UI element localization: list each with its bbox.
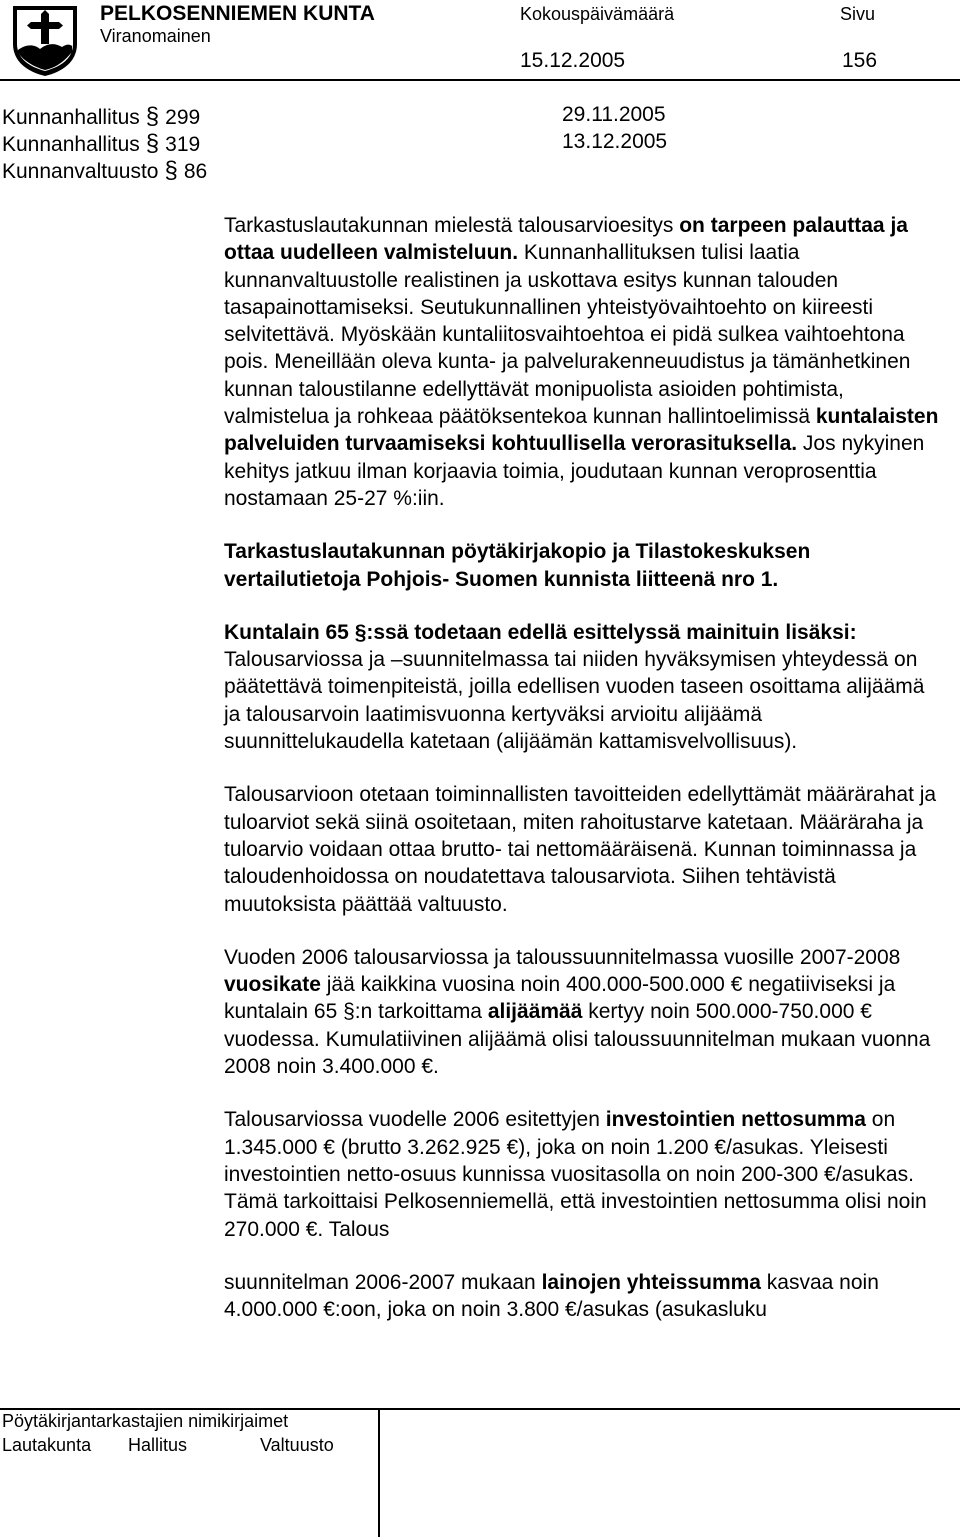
meeting-date: 15.12.2005: [520, 49, 626, 72]
section-reference: [2, 157, 207, 185]
paragraph: [224, 1269, 942, 1324]
reference-body: Kunnanhallitus: [2, 133, 140, 156]
municipal-crest-icon: [10, 4, 80, 78]
text-run: Tarkastuslautakunnan mielestä talousarvioesitys: [224, 214, 680, 237]
text-run: Jos nykyinen kehitys jatkuu ilman korjaavia toimia, joudutaan kunnan veroprosenttia nostamaan 25-27 %:iin.: [224, 432, 925, 510]
page-number: 156: [842, 49, 878, 72]
page-label: Sivu: [840, 4, 876, 24]
section-sign: §: [164, 157, 178, 184]
text-run: Vuoden 2006 talousarviossa ja taloussuunnitelmassa vuosille 2007-2008: [224, 945, 901, 969]
text-run: suunnitelman 2006-2007 mukaan: [224, 1270, 542, 1294]
section-reference: [2, 103, 200, 131]
text-run: Talousarviossa ja –suunnitelmassa tai niiden hyväksymisen yhteydessä on päätettävä toimenpiteistä, joilla edellisen vuoden taseen osoittama alijäämä ja talousarvoin laatimisvuonna kertyväksi arvioitu alijäämä suunnittelukaudella katetaan (alijäämän kattamisvelvollisuus).: [224, 648, 925, 754]
bold-text: kuntalaisten palveluiden turvaamiseksi kohtuullisella verorasituksella.: [224, 405, 939, 456]
footer-column-divider: [378, 1410, 380, 1537]
reference-date: 29.11.2005: [562, 103, 666, 126]
section-sign: §: [145, 130, 160, 157]
paragraph: [224, 781, 942, 917]
header-divider: [0, 79, 960, 81]
bold-text: lainojen yhteissumma: [541, 1270, 761, 1294]
text-run: Talousarviossa vuodelle 2006 esitettyjen: [224, 1108, 606, 1132]
text-run: jää kaikkina vuosina noin 400.000-500.000 € negatiiviseksi ja kuntalain 65 §:n tarkoittama: [224, 973, 896, 1024]
footer-divider: [0, 1408, 960, 1410]
authority-label: Viranomainen: [100, 26, 211, 46]
text-run: kertyy noin 500.000-750.000 € vuodessa. Kumulatiivinen alijäämä olisi taloussuunnitelman mukaan vuonna 2008 noin 3.400.000 €.: [224, 1000, 931, 1079]
bold-text: investointien nettosumma: [605, 1108, 866, 1132]
reference-date: 13.12.2005: [562, 130, 668, 153]
reference-body: Kunnanvaltuusto: [2, 160, 159, 183]
text-run: kasvaa noin 4.000.000 €:oon, joka on noin 3.800 €/asukas (asukasluku: [224, 1270, 879, 1322]
paragraph: [224, 944, 942, 1080]
bold-text: alijäämää: [487, 1000, 583, 1024]
text-run: Kunnanhallituksen tulisi laatia kunnanvaltuustolle realistinen ja uskottava esitys kunnan talouden tasapainottamiseksi. Seutukunnallinen yhteistyövaihtoehto on kiireesti selvitettävä. Myöskään kuntaliitosvaihtoehtoa ei pidä sulkea vaihtoehtona pois. Meneillään oleva kunta- ja palvelurakenneuudistus ja tämänhetkinen kunnan taloustilanne edellyttävät monipuolista asioiden pohtimista, valmistelua ja rohkeaa päätöksentekoa kunnan hallintoelimissä: [224, 241, 911, 429]
text-run: Talousarvioon otetaan toiminnallisten tavoitteiden edellyttämät määrärahat ja tuloarviot sekä siinä osoitetaan, miten rahoitustarve katetaan. Määräraha ja tuloarvio voidaan ottaa brutto- tai nettomääräisenä. Kunnan toiminnassa ja taloudenhoidossa on noudatettava talousarviota. Siihen tehtävistä muutoksista päättää valtuusto.: [224, 783, 937, 916]
paragraph: [224, 1106, 942, 1242]
signature-label-hallitus: Hallitus: [128, 1435, 188, 1455]
reference-body: Kunnanhallitus: [2, 106, 140, 129]
signature-title: Pöytäkirjantarkastajien nimikirjaimet: [2, 1411, 289, 1431]
bold-text: Kuntalain 65 §:ssä todetaan edellä esittelyssä mainituin lisäksi:: [224, 620, 857, 644]
paragraph: [224, 619, 942, 755]
reference-number: 319: [165, 133, 201, 156]
text-run: on 1.345.000 € (brutto 3.262.925 €), joka on noin 1.200 €/asukas. Yleisesti investointien netto-osuus kunnissa vuositasolla on noin 200-300 €/asukas. Tämä tarkoittaisi Pelkosenniemellä, että investointien nettosumma olisi noin 270.000 €. Talous: [224, 1108, 927, 1241]
bold-text: Tarkastuslautakunnan pöytäkirjakopio ja Tilastokeskuksen vertailutietoja Pohjois- Suomen kunnista liitteenä nro 1.: [224, 540, 811, 591]
bold-text: vuosikate: [224, 973, 321, 997]
reference-number: 299: [165, 106, 201, 129]
reference-number: 86: [183, 160, 208, 183]
document-body: [224, 212, 942, 1349]
signature-label-valtuusto: Valtuusto: [260, 1435, 334, 1455]
organization-name: PELKOSENNIEMEN KUNTA: [100, 2, 375, 25]
meeting-date-label: Kokouspäivämäärä: [520, 4, 675, 24]
section-sign: §: [145, 103, 160, 130]
section-reference: [2, 130, 200, 158]
signature-label-lautakunta: Lautakunta: [2, 1435, 92, 1455]
paragraph: [224, 212, 942, 512]
paragraph: [224, 538, 942, 593]
bold-text: on tarpeen palauttaa ja ottaa uudelleen valmisteluun.: [224, 214, 908, 265]
